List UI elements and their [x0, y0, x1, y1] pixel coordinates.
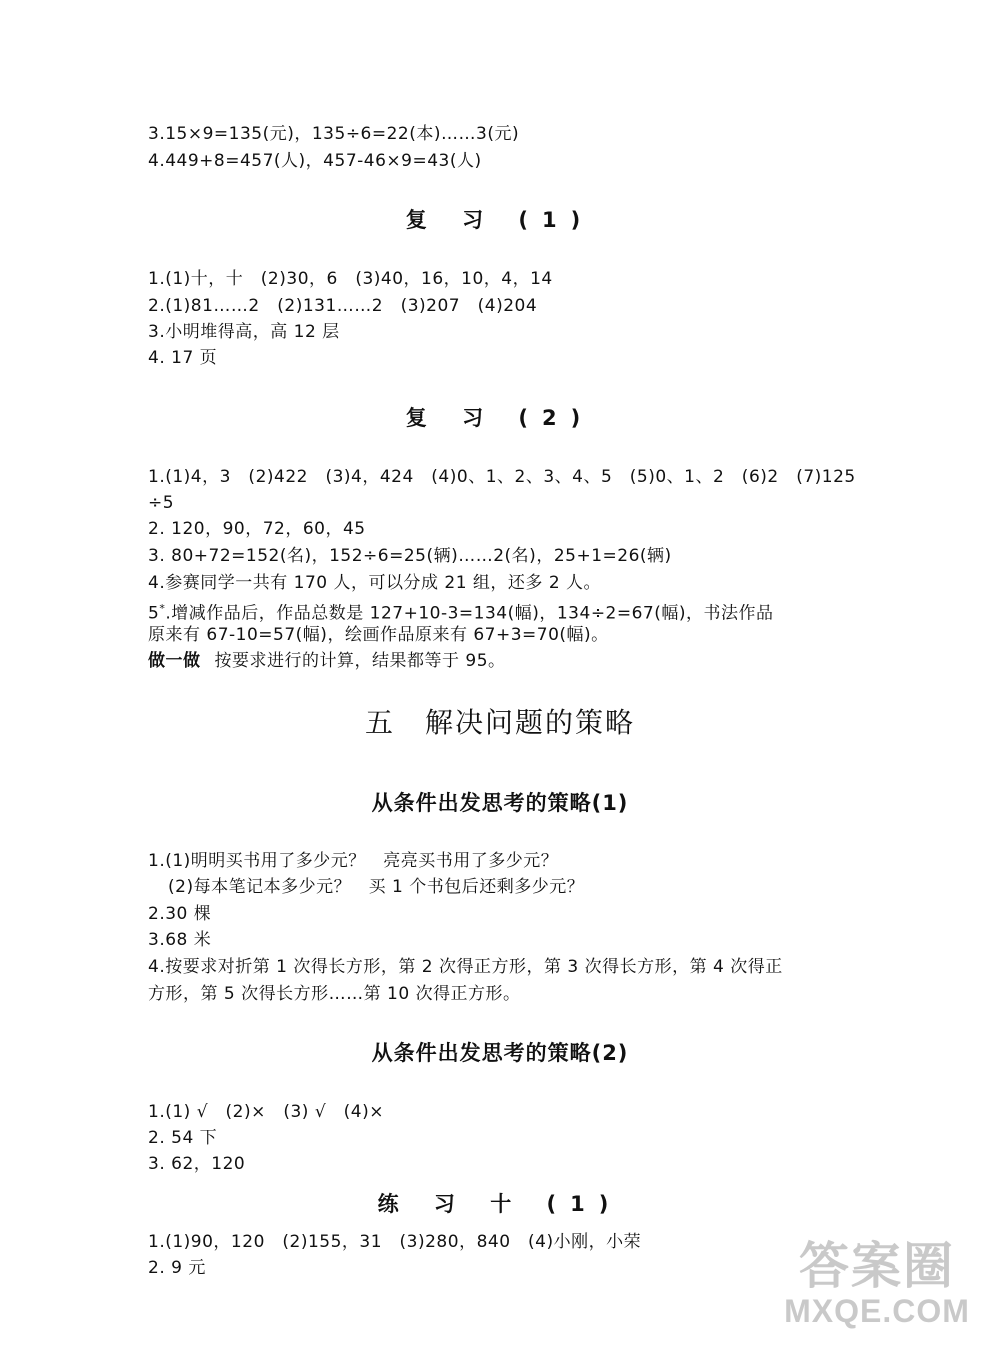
answer-line: 2.30 棵	[148, 904, 212, 924]
answer-line: 4.参赛同学一共有 170 人，可以分成 21 组，还多 2 人。	[148, 573, 602, 593]
watermark-cn-text: 答案圈	[799, 1238, 955, 1294]
section-heading-review-1: 复 习 (1)	[405, 208, 595, 232]
answer-line: 2. 120，90，72，60，45	[148, 519, 366, 539]
answer-line: 1.(1) √ (2)× (3) √ (4)×	[148, 1102, 385, 1122]
answer-line: 3. 62，120	[148, 1154, 246, 1174]
watermark-url-text: MXQE.COM	[784, 1293, 970, 1329]
answer-line: 3.68 米	[148, 930, 212, 950]
chapter-title: 五 解决问题的策略	[364, 706, 635, 739]
item-number: 5	[148, 603, 160, 624]
answer-line: 2.(1)81……2 (2)131……2 (3)207 (4)204	[148, 296, 538, 316]
answer-line: 1.(1)4，3 (2)422 (3)4，424 (4)0、1、2、3、4、5 (5)0、1、2 (6)2 (7)125	[148, 467, 856, 487]
answer-line	[148, 650, 506, 672]
section-heading-strategy-1: 从条件出发思考的策略(1)	[371, 791, 629, 815]
answer-line: 2. 9 元	[148, 1258, 206, 1278]
try-it-label: 做一做	[148, 651, 201, 671]
answer-line: 3.小明堆得高，高 12 层	[148, 322, 340, 342]
answer-line: (2)每本笔记本多少元？ 买 1 个书包后还剩多少元？	[168, 877, 585, 897]
answer-text: .增减作品后，作品总数是 127+10-3=134(幅)，134÷2=67(幅)，书法作品	[165, 603, 774, 624]
answer-line: 3.15×9=135(元)，135÷6=22(本)……3(元)	[148, 124, 520, 144]
answer-line: 原来有 67-10=57(幅)，绘画作品原来有 67+3=70(幅)。	[148, 625, 609, 645]
section-heading-strategy-2: 从条件出发思考的策略(2)	[371, 1041, 629, 1065]
watermark-logo	[782, 1238, 972, 1328]
answer-line: 4.449+8=457(人)，457-46×9=43(人)	[148, 151, 482, 171]
answer-line: 4. 17 页	[148, 348, 218, 368]
answer-line: 2. 54 下	[148, 1128, 218, 1148]
answer-line: 3. 80+72=152(名)，152÷6=25(辆)……2(名)，25+1=26(辆)	[148, 546, 672, 566]
answer-line: 方形，第 5 次得长方形……第 10 次得正方形。	[148, 984, 521, 1004]
answer-line: 1.(1)十，十 (2)30，6 (3)40，16，10，4，14	[148, 269, 553, 289]
optional-star-mark: *	[159, 602, 166, 615]
answer-line: 1.(1)90，120 (2)155，31 (3)280，840 (4)小刚，小荣	[148, 1232, 642, 1252]
answer-line	[148, 598, 774, 625]
answer-line: 1.(1)明明买书用了多少元？ 亮亮买书用了多少元？	[148, 851, 559, 871]
answer-line: 4.按要求对折第 1 次得长方形，第 2 次得正方形，第 3 次得长方形，第 4 次得正	[148, 957, 783, 977]
answer-line: ÷5	[148, 493, 175, 513]
section-heading-review-2: 复 习 (2)	[405, 406, 595, 430]
section-heading-exercise-10-1: 练 习 十 (1)	[377, 1192, 623, 1216]
answer-text: 按要求进行的计算，结果都等于 95。	[214, 651, 506, 671]
